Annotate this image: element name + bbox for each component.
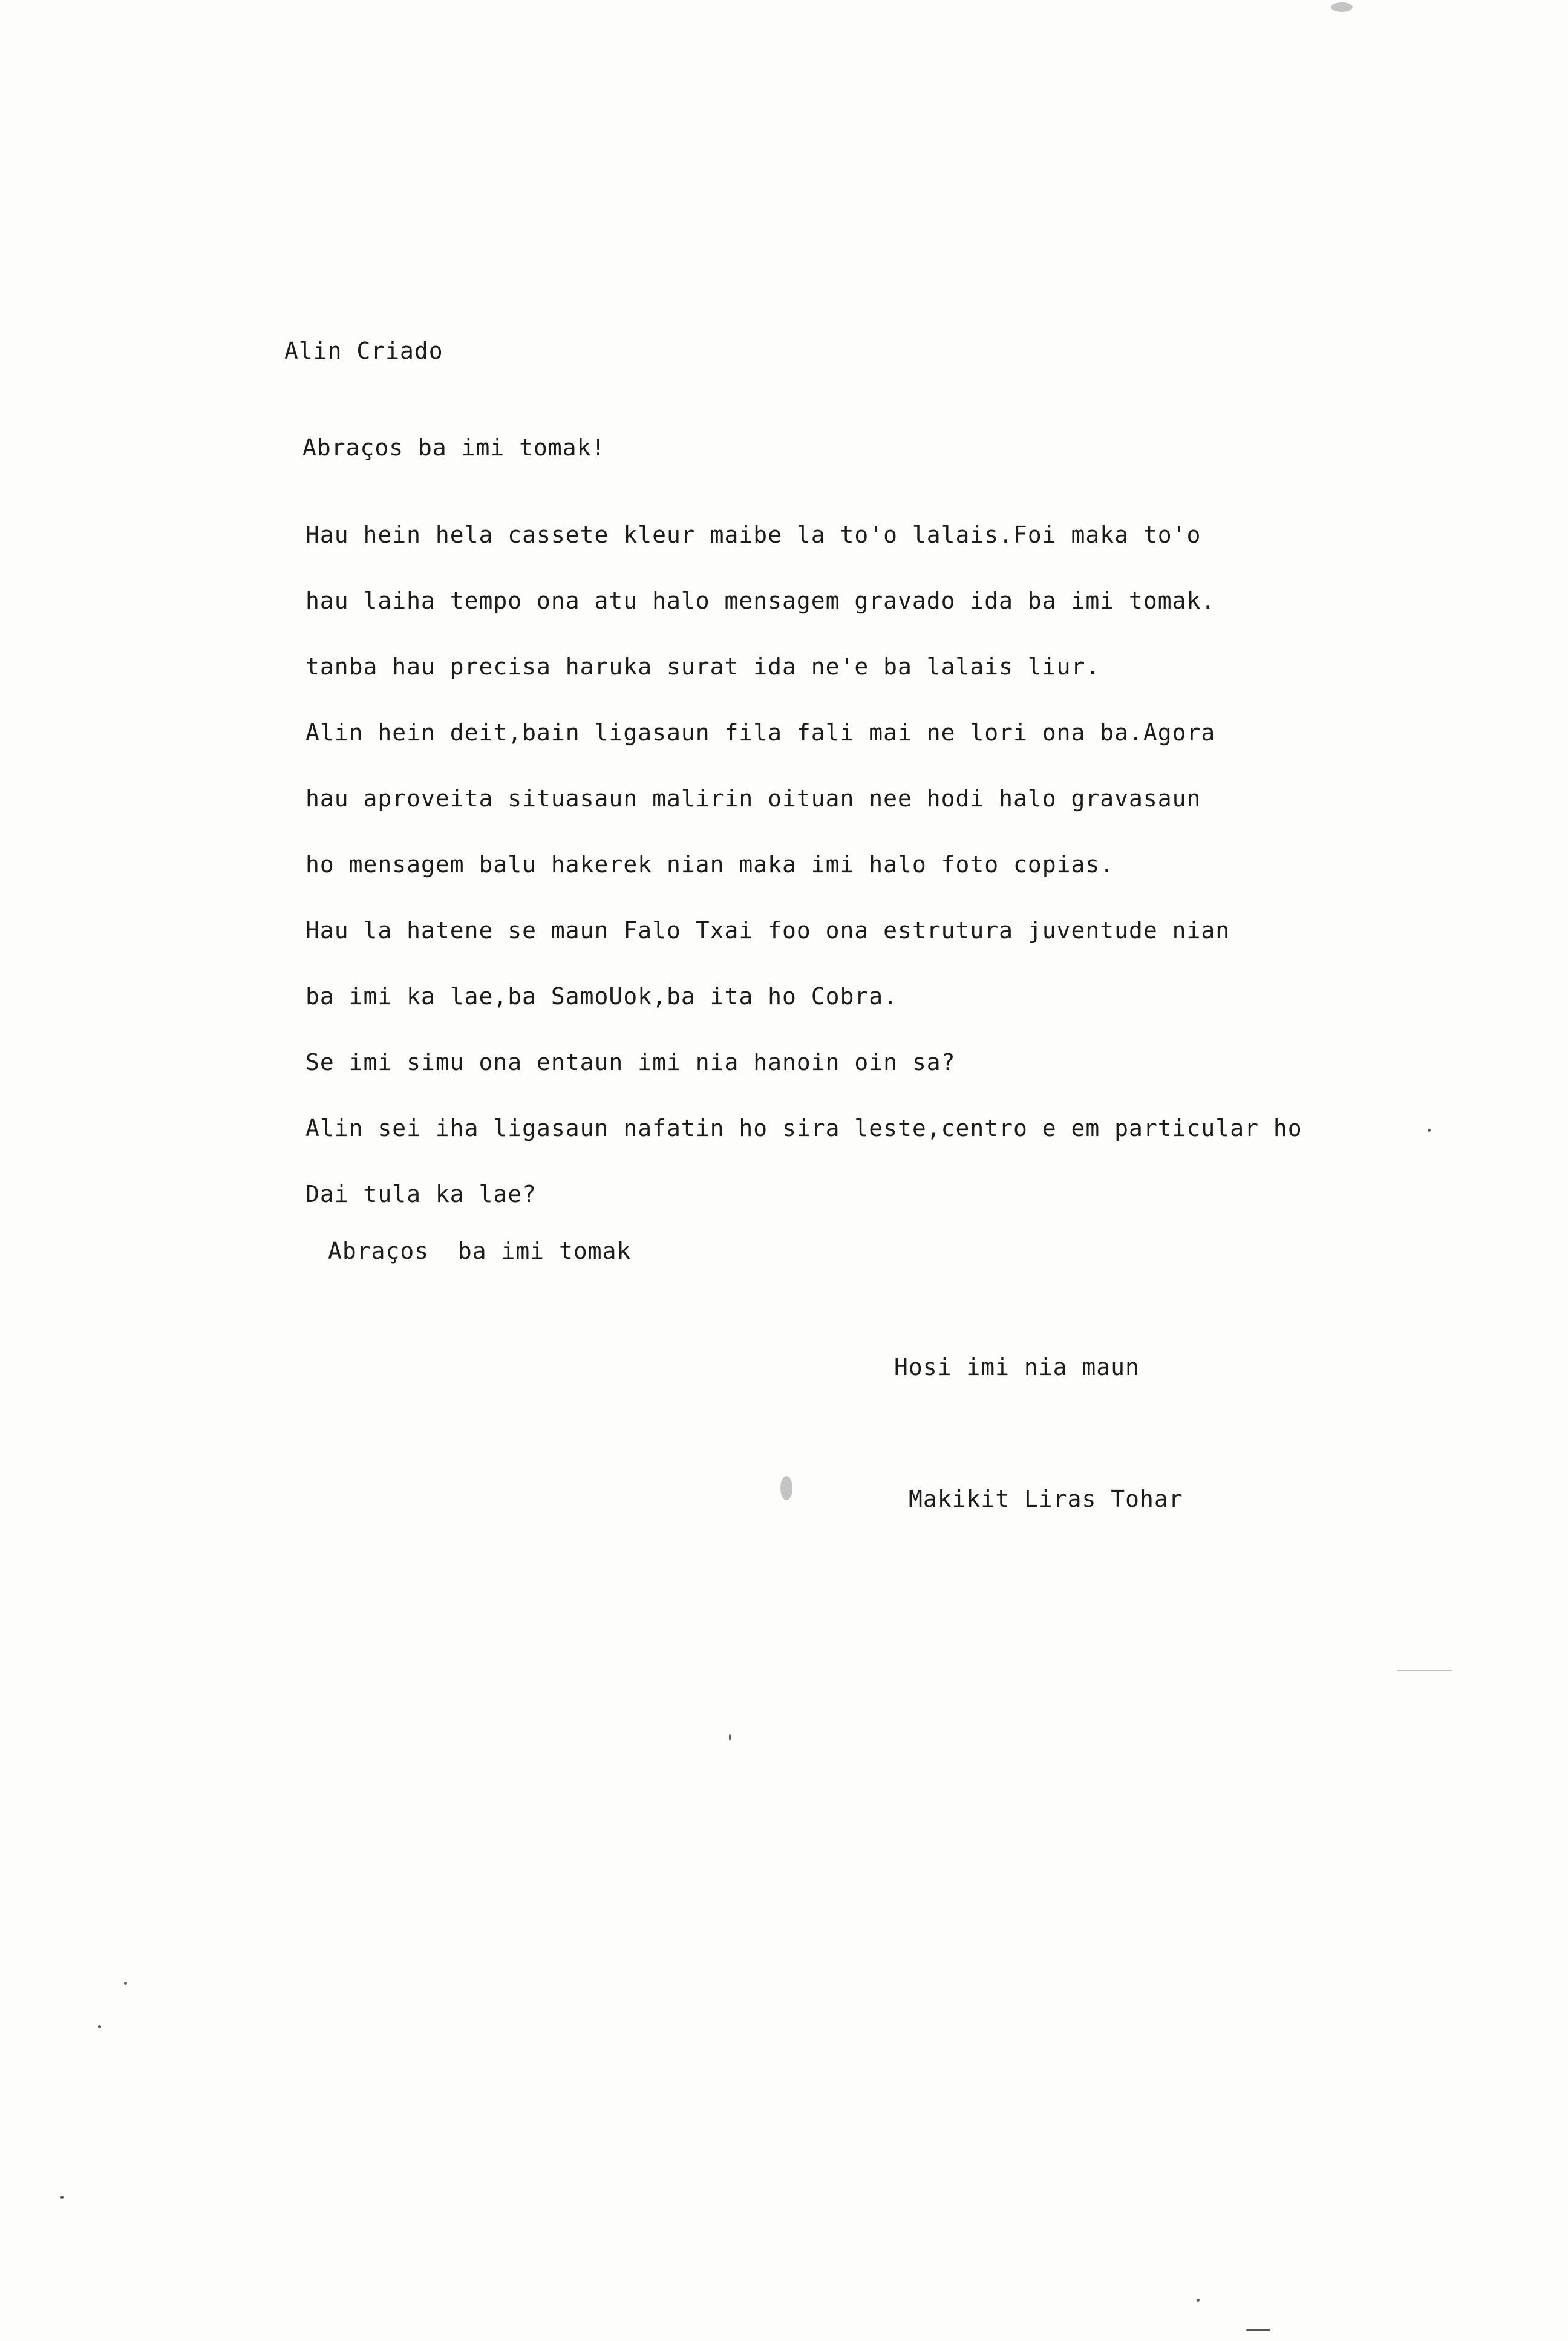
closing-line: Abraços ba imi tomak [328,1238,632,1264]
body-line: Alin sei iha ligasaun nafatin ho sira leste,centro e em particular ho [305,1115,1302,1141]
scan-speck [124,1982,127,1985]
body-line: Se imi simu ona entaun imi nia hanoin oin sa? [305,1049,956,1076]
scan-speck [60,2196,64,2199]
body-line: Hau hein hela cassete kleur maibe la to'o lalais.Foi maka to'o [305,521,1201,548]
scan-smudge [780,1476,792,1500]
scan-speck [729,1734,731,1741]
body-line: hau laiha tempo ona atu halo mensagem gravado ida ba imi tomak. [305,587,1216,614]
body-line: ho mensagem balu hakerek nian maka imi halo foto copias. [305,851,1115,878]
scan-smudge [1397,1670,1452,1671]
body-line: Alin hein deit,bain ligasaun fila fali mai ne lori ona ba.Agora [305,719,1216,746]
body-line: tanba hau precisa haruka surat ida ne'e ba lalais liur. [305,653,1100,680]
farewell-line: Hosi imi nia maun [894,1354,1140,1380]
scan-speck [1246,2329,1270,2331]
body-line: hau aproveita situasaun malirin oituan nee hodi halo gravasaun [305,785,1201,812]
body-line: ba imi ka lae,ba SamoUok,ba ita ho Cobra. [305,983,898,1010]
scan-speck [1197,2299,1200,2302]
scan-smudge [1331,2,1353,12]
letter-body [305,520,1455,1246]
scan-speck [1428,1129,1431,1132]
body-line: Hau la hatene se maun Falo Txai foo ona estrutura juventude nian [305,917,1230,944]
body-line: Dai tula ka lae? [305,1181,537,1207]
salutation: Alin Criado [284,338,443,364]
scan-speck [98,2025,101,2028]
signature-name: Makikit Liras Tohar [909,1486,1183,1512]
greeting: Abraços ba imi tomak! [302,434,606,461]
